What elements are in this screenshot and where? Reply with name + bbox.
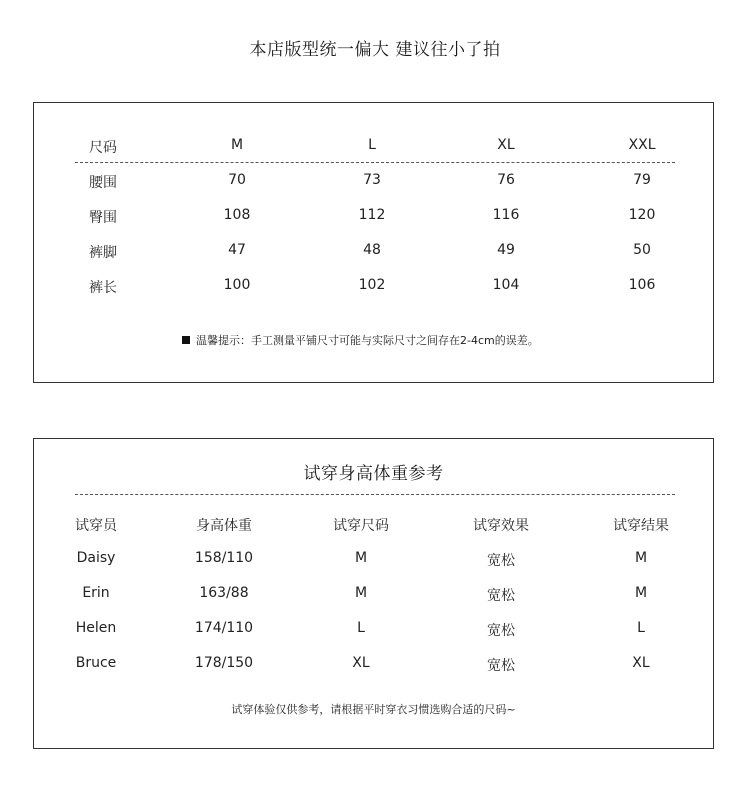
size-chart-row-4-cell: 裤长	[89, 280, 117, 296]
size-chart-row-4-cell: 102	[358, 277, 386, 293]
trial-reference-row-1-cell: 宽松	[487, 553, 515, 569]
size-chart-row-2-cell: 112	[358, 207, 386, 223]
trial-reference-row-3-cell: L	[637, 620, 645, 636]
size-chart-row-4-cell: 106	[628, 277, 656, 293]
size-chart-row-4-cell: 100	[223, 277, 251, 293]
size-chart-row-1-cell: 73	[363, 172, 381, 188]
trial-reference-row-4-cell: XL	[352, 655, 370, 671]
size-chart-row-2-cell: 108	[223, 207, 251, 223]
size-chart-note	[182, 332, 539, 348]
trial-reference-row-4-cell: XL	[632, 655, 650, 671]
trial-reference-row-1-cell: M	[634, 550, 648, 566]
size-chart-header-cell: 尺码	[89, 140, 117, 156]
trial-reference-header-cell: 试穿结果	[613, 518, 669, 534]
trial-reference-title: 试穿身高体重参考	[303, 464, 444, 484]
size-chart-header-cell: XXL	[628, 137, 656, 153]
size-chart-row-3-cell: 47	[228, 242, 246, 258]
trial-reference-row-3-cell: Helen	[75, 620, 117, 636]
size-chart-row-2-cell: 臀围	[89, 210, 117, 226]
trial-reference-row-1-cell: Daisy	[76, 550, 116, 566]
trial-reference-row-1-cell: M	[354, 550, 368, 566]
trial-reference-row-3-cell: L	[357, 620, 365, 636]
trial-reference-panel	[33, 438, 714, 749]
trial-reference-row-2-cell: M	[634, 585, 648, 601]
trial-reference-row-2-cell: 163/88	[199, 585, 249, 601]
size-chart-row-1-cell: 70	[228, 172, 246, 188]
trial-reference-row-3-cell: 174/110	[194, 620, 254, 636]
trial-reference-header-cell: 身高体重	[196, 518, 252, 534]
trial-reference-header-cell: 试穿效果	[473, 518, 529, 534]
trial-reference-row-4-cell: Bruce	[75, 655, 117, 671]
trial-reference-row-2-cell: M	[354, 585, 368, 601]
size-chart-row-1-cell: 76	[497, 172, 515, 188]
size-chart-row-1-cell: 腰围	[89, 175, 117, 191]
size-chart-row-3-cell: 49	[497, 242, 515, 258]
size-chart-row-4-cell: 104	[492, 277, 520, 293]
size-chart-row-2-cell: 116	[492, 207, 520, 223]
trial-reference-row-2-cell: 宽松	[487, 588, 515, 604]
trial-reference-row-4-cell: 宽松	[487, 658, 515, 674]
trial-reference-row-1-cell: 158/110	[194, 550, 254, 566]
square-bullet-icon	[182, 336, 190, 344]
trial-reference-row-2-cell: Erin	[82, 585, 110, 601]
size-chart-row-3-cell: 裤脚	[89, 245, 117, 261]
size-chart-row-2-cell: 120	[628, 207, 656, 223]
size-chart-panel	[33, 102, 714, 383]
trial-reference-row-3-cell: 宽松	[487, 623, 515, 639]
size-chart-row-3-cell: 50	[633, 242, 651, 258]
size-chart-note-text: 温馨提示：手工测量平铺尺寸可能与实际尺寸之间存在2-4cm的误差。	[196, 334, 539, 347]
size-chart-header-cell: L	[368, 137, 376, 153]
size-chart-header-cell: M	[230, 137, 244, 153]
trial-reference-header-cell: 试穿尺码	[333, 518, 389, 534]
trial-reference-divider	[75, 494, 675, 495]
trial-reference-row-4-cell: 178/150	[194, 655, 254, 671]
trial-reference-note: 试穿体验仅供参考，请根据平时穿衣习惯选购合适的尺码~	[231, 703, 516, 716]
size-chart-row-3-cell: 48	[363, 242, 381, 258]
size-chart-header-cell: XL	[497, 137, 515, 153]
page-headline: 本店版型统一偏大 建议往小了拍	[249, 40, 501, 60]
size-chart-divider	[75, 162, 675, 163]
size-chart-row-1-cell: 79	[633, 172, 651, 188]
trial-reference-header-cell: 试穿员	[75, 518, 117, 534]
